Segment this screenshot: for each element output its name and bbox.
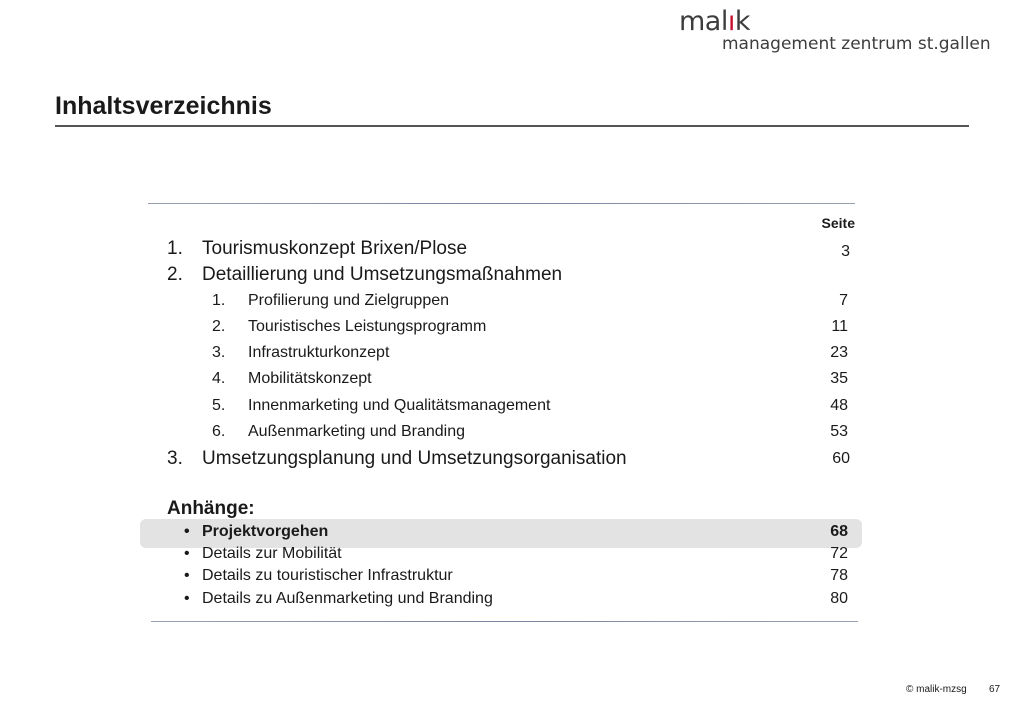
footer-copyright: © malik-mzsg xyxy=(906,684,967,695)
bullet: • xyxy=(184,590,190,607)
toc-subsection-number: 3. xyxy=(212,344,226,361)
page-title: Inhaltsverzeichnis xyxy=(55,92,272,120)
logo-text-k: k xyxy=(734,6,751,37)
toc-subsection-label: Außenmarketing und Branding xyxy=(248,423,466,440)
appendix-item-page: 78 xyxy=(830,567,848,584)
toc-subsection-number: 5. xyxy=(212,397,226,414)
toc-section-page: 60 xyxy=(832,450,850,467)
toc-section-label: Umsetzungsplanung und Umsetzungsorganisation xyxy=(202,448,627,469)
toc-subsection-label: Infrastrukturkonzept xyxy=(248,344,390,361)
toc-section-label: Detaillierung und Umsetzungsmaßnahmen xyxy=(202,264,563,285)
toc-section-label: Tourismuskonzept Brixen/Plose xyxy=(202,238,468,259)
appendix-heading: Anhänge: xyxy=(167,498,255,519)
toc-subsection-number: 6. xyxy=(212,423,226,440)
bullet: • xyxy=(184,523,190,540)
toc-subsection-page: 53 xyxy=(830,423,848,440)
toc-subsection-label: Profilierung und Zielgruppen xyxy=(248,292,450,309)
logo-text-mal: mal xyxy=(679,6,728,37)
malik-logo xyxy=(679,6,750,37)
logo-subtitle: management zentrum st.gallen xyxy=(722,34,991,54)
bullet: • xyxy=(184,567,190,584)
toc-subsection-label: Innenmarketing und Qualitätsmanagement xyxy=(248,397,551,414)
appendix-item-page: 80 xyxy=(830,590,848,607)
title-divider xyxy=(55,125,969,127)
toc-section-page: 3 xyxy=(841,243,850,260)
toc-subsection-label: Mobilitätskonzept xyxy=(248,370,372,387)
toc-section-number: 3. xyxy=(167,448,183,469)
toc-section-number: 2. xyxy=(167,264,183,285)
toc-top-divider xyxy=(148,203,855,204)
toc-bottom-divider xyxy=(151,621,858,622)
toc-subsection-page: 7 xyxy=(839,292,848,309)
toc-subsection-page: 23 xyxy=(830,344,848,361)
appendix-item-label: Projektvorgehen xyxy=(202,523,329,540)
toc-subsection-page: 11 xyxy=(831,318,848,335)
appendix-item-label: Details zur Mobilität xyxy=(202,545,342,562)
toc-subsection-label: Touristisches Leistungsprogramm xyxy=(248,318,487,335)
toc-subsection-page: 35 xyxy=(830,370,848,387)
appendix-item-page: 68 xyxy=(830,523,848,540)
footer-page-number: 67 xyxy=(989,684,1001,695)
bullet: • xyxy=(184,545,190,562)
toc-subsection-number: 1. xyxy=(212,292,226,309)
appendix-item-page: 72 xyxy=(830,545,848,562)
toc-section-number: 1. xyxy=(167,238,183,259)
toc-subsection-number: 2. xyxy=(212,318,226,335)
logo-text-i: ı xyxy=(727,6,735,37)
appendix-item-label: Details zu Außenmarketing und Branding xyxy=(202,590,493,607)
toc-subsection-number: 4. xyxy=(212,370,226,387)
appendix-item-label: Details zu touristischer Infrastruktur xyxy=(202,567,453,584)
page-column-header: Seite xyxy=(821,215,855,231)
toc-subsection-page: 48 xyxy=(830,397,848,414)
